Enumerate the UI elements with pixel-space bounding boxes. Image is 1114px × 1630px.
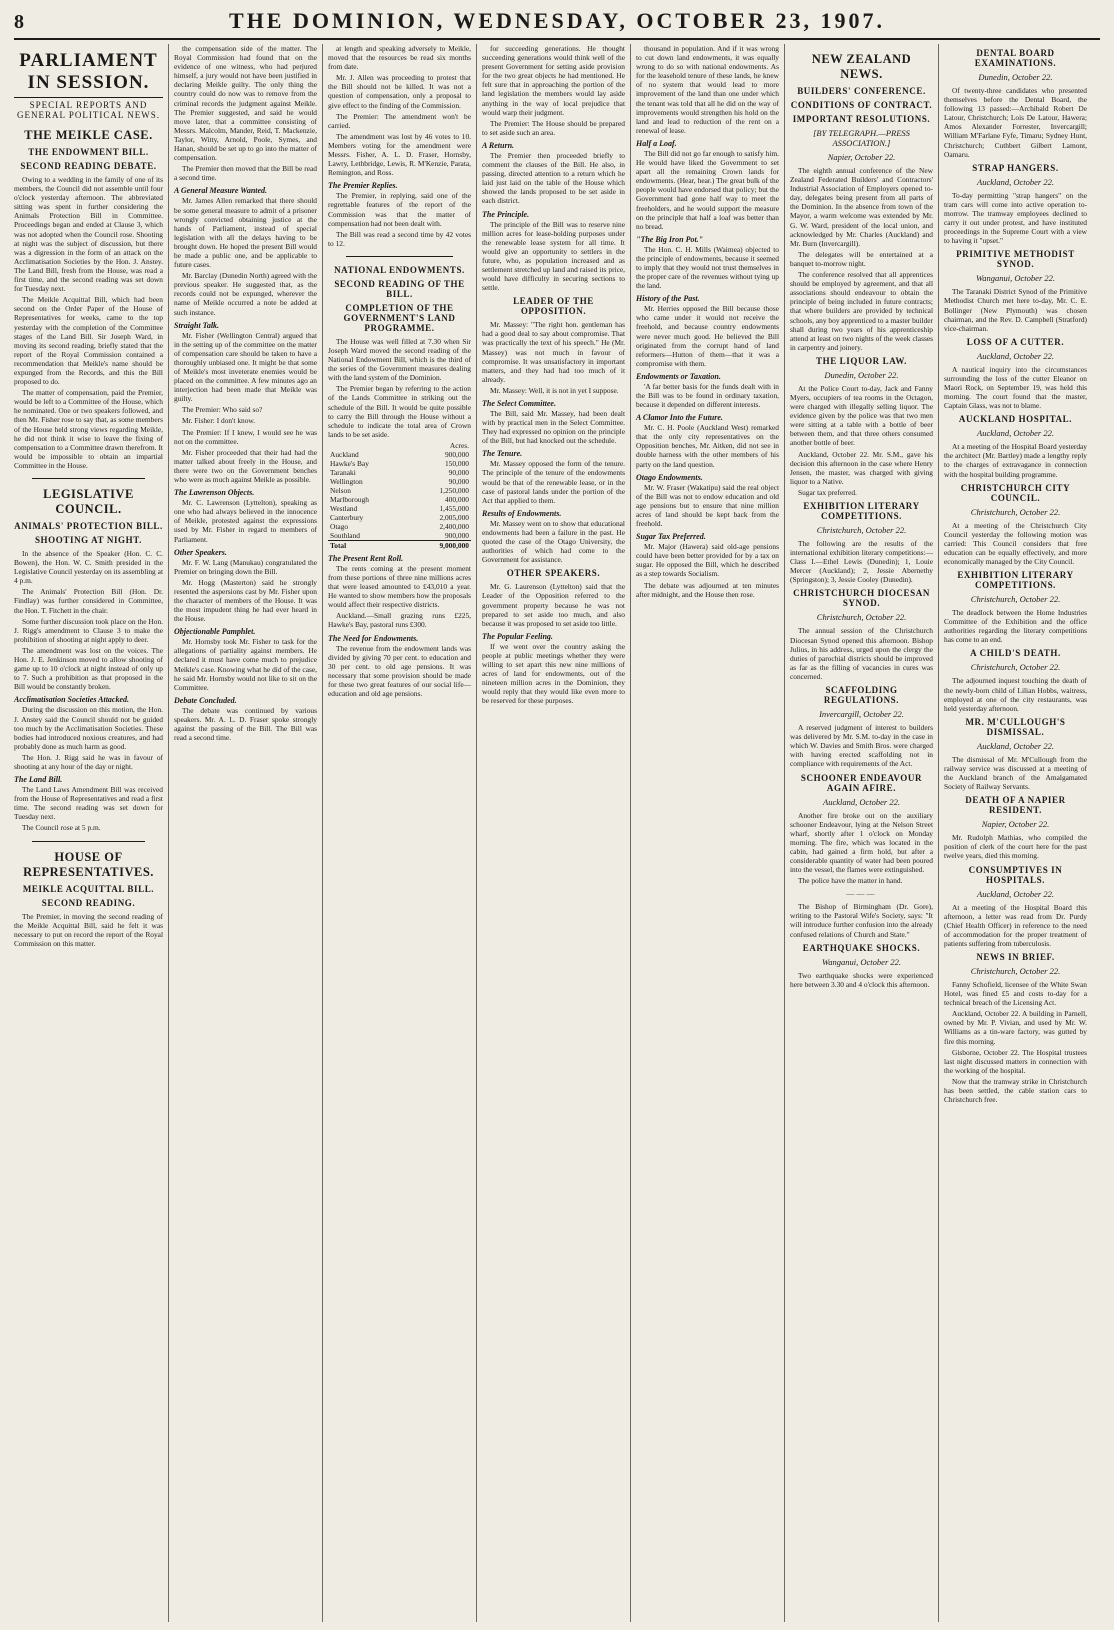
literary-heading: EXHIBITION LITERARY COMPETITIONS. [957, 570, 1074, 591]
synod-heading: CHRISTCHURCH DIOCESAN SYNOD. [793, 588, 930, 609]
subheading: A Clamor Into the Future. [636, 413, 723, 423]
subheading: The Land Bill. [14, 775, 63, 785]
paragraph: at length and speaking adversely to Meikle, moved that the resources be read six months from date. [328, 44, 471, 72]
acres-header: Acres. [449, 440, 469, 450]
dateline: Napier, October 22. [981, 819, 1050, 830]
paragraph: The eighth annual conference of the New Zealand Federated Builders' and Contractors' Industrial Association of Employers opened to-day, delegates being present from all parts of the Dominion. In the absence from town of the Mayor, a warm welcome was extended by Mr. G. W. Ward, president of the local union, and acknowledged by Mr. Charles (Auckland) and Mr. Burn (Invercargill). [790, 166, 933, 248]
paragraph: To-day permitting "strap hangers" on the tram cars will come into active operation to-morrow. The tramway employees declined to carry it out under protest, and have instituted proceedings in the Supreme Court with a view to having it "upset." [944, 190, 1087, 246]
news-in-brief-heading: NEWS IN BRIEF. [976, 951, 1055, 962]
dateline: Invercargill, October 22. [819, 709, 904, 720]
divider [346, 256, 453, 257]
paragraph: The Premier then moved that the Bill be read a second time. [174, 164, 317, 183]
paragraph: Mr. F. W. Lang (Manukau) congratulated the Premier on bringing down the Bill. [174, 557, 317, 576]
subheading: Acclimatisation Societies Attacked. [14, 695, 130, 705]
dateline: Auckland, October 22. [823, 796, 900, 807]
paragraph: The adjourned inquest touching the death of the newly-born child of Lilian Hobbs, waitress, employed at one of the city restaurants, was held yesterday afternoon. [944, 676, 1087, 713]
subheading: The Need for Endowments. [328, 633, 419, 643]
paragraph: During the discussion on this motion, the Hon. J. Anstey said the Council should not be guided too much by the Acclimatisation Societies. These bodies had introduced noxious creatures, and had probably done as much harm as good. [14, 705, 163, 751]
paragraph: The Premier then proceeded briefly to comment the clauses of the Bill. He also, in passing, directed attention to a return which he laid just laid on the table of the House which showed the lands proposed to be set aside in each district. [482, 150, 625, 206]
napier-death-heading: DEATH OF A NAPIER RESIDENT. [965, 795, 1066, 816]
second-reading-heading: SECOND READING. [41, 897, 136, 908]
dateline: Christchurch, October 22. [970, 965, 1061, 976]
paragraph: The Land Laws Amendment Bill was received from the House of Representatives and read a first time. The second reading was set down for Tuesday next. [14, 785, 163, 822]
paragraph: The Premier: Who said so? [182, 405, 263, 415]
subheading: The Popular Feeling. [482, 631, 553, 641]
paragraph: The Premier, in replying, said one of the regrettable features of the report of the Commission was that the matter of compensation had not been dealt with. [328, 191, 471, 228]
subheading: The Lawrenson Objects. [174, 488, 255, 498]
paragraph: for succeeding generations. He thought succeeding generations would think well of the present Government for setting aside provision for the two great objects he had mentioned. He felt sure that in approaching the portion of the land legislation the members would lay aside anything in the way of local prejudice that would warp their judgment. [482, 44, 625, 117]
national-endowments-subheading: SECOND READING OF THE BILL. [334, 278, 465, 299]
subheading: Other Speakers. [174, 547, 227, 557]
column-1 [14, 44, 168, 1622]
paragraph: Of twenty-three candidates who presented themselves before the Dental Board, the following 13 passed:—Archibald Robert De Latour, Christchurch; Lois De Latour, Hawera; Amos Alexander Forrester, Invercargill; William M'Farlane Fyfe, Timaru; Sydney Hunt, Christchurch; Cuthbert Gilbert Lamont, Oamaru. [944, 86, 1087, 159]
paragraph: Some further discussion took place on the Hon. J. Rigg's amendment to Clause 3 to make the prohibition of shooting at night apply to deer. [14, 616, 163, 644]
subheading: A Return. [482, 140, 515, 150]
dateline: Dunedin, October 22. [824, 369, 899, 380]
paragraph: The Bill, said Mr. Massey, had been dealt with by practical men in the Select Committee. They had expressed no opinion on the principle of the Bill, but had knocked out the schedule. [482, 409, 625, 446]
other-speakers-heading: OTHER SPEAKERS. [506, 568, 601, 579]
paragraph: Mr. Massey: "The right hon. gentleman has had a good deal to say about compromise. That was practically the text of his speech." He (Mr. Massey) was not much in favour of compromise. It was unsatisfactory in important matters, and they had had too much of it already. [482, 320, 625, 384]
endowment-heading: THE ENDOWMENT BILL. [28, 147, 149, 157]
dateline: Auckland, October 22. [977, 428, 1054, 439]
paragraph: the compensation side of the matter. The Royal Commission had found that on the evidence of one witness, who had perjured himself, a jury would not have been justified in declaring Meikle guilty. The only thing the country could do now was to remove from the criminal records the judgment against Meikle. The Premier suggested, and said he would move later, that a committee consisting of Messrs. Malcolm, Mander, Reid, T. Mackenzie, Taylor, Witty, Arnold, Poole, Symes, and Hanan, should be set up to go into the matter of compensation. [174, 44, 317, 163]
acquittal-heading: MEIKLE ACQUITTAL BILL. [22, 883, 155, 894]
consumptives-heading: CONSUMPTIVES IN HOSPITALS. [968, 864, 1063, 885]
paragraph: Fanny Schofield, licensee of the White Swan Hotel, was fined £5 and costs to-day for a technical breach of the Licensing Act. [944, 979, 1087, 1008]
paragraph: If we went over the country asking the people at public meetings whether they were willing to set apart this new nine millions of acres of land for endowments, out of the nineteen million acres in the Dominion, they would reply that they would like even more to be reserved for these purposes. [482, 641, 625, 706]
table-row: Marlborough 400,000 [330, 494, 469, 504]
paragraph: Mr. Massey: Well, it is not in yet I suppose. [490, 385, 619, 395]
paragraph: The Hon. C. H. Mills (Waimea) objected to the principle of endowments, because it seemed to imply that they would not trust themselves in the proper care of the revenues without tying up the land. [636, 244, 779, 291]
paragraph: The revenue from the endowment lands was divided by giving 70 per cent. to education and 30 per cent. to old age pensions. It was necessary that some provision should be made for these two great features of our social life—education and old age pensions. [328, 643, 471, 699]
paragraph: Mr. Rudolph Mathias, who compiled the position of clerk of the court here for the past twelve years, died this morning. [944, 833, 1087, 861]
paragraph: At the Police Court to-day, Jack and Fanny Myers, occupiers of tea rooms in the Octagon, were charged with illegally selling liquor. The evidence given by the police was that two men were sitting at a table with a bottle of beer between them, and that three others consumed another bottle of beer. [790, 383, 933, 448]
scaffolding-heading: SCAFFOLDING REGULATIONS. [823, 685, 900, 706]
paragraph: At a meeting of the Hospital Board this afternoon, a letter was read from Dr. Purdy (Chief Health Officer) in reference to the need of accommodation for the proper treatment of patients suffering from tuberculosis. [944, 902, 1087, 948]
column-4 [476, 44, 630, 1622]
paragraph: Mr. Fisher proceeded that their had had the matter talked about freely in the House, and there were two on the Government benches who were as much against Meikle as possible. [174, 447, 317, 485]
paragraph: 'A far better basis for the funds dealt with in the Bill was to be found in ordinary taxation, because it depended on different interests. [636, 381, 779, 410]
paragraph: The annual session of the Christchurch Diocesan Synod opened this afternoon. Bishop Julius, in his address, urged upon the clergy the duties of parochial districts should be improved as far as the filling of vacancies in cures was concerned. [790, 626, 933, 681]
builders-subheading: CONDITIONS OF CONTRACT. [790, 100, 933, 110]
paragraph: Now that the tramway strike in Christchurch has been settled, the cable station cars to Christchurch free. [944, 1076, 1087, 1105]
meikle-heading: THE MEIKLE CASE. [24, 128, 153, 142]
subheading: The Tenure. [482, 449, 523, 459]
table-row: Hawke's Bay 150,000 [330, 458, 469, 468]
dateline: Auckland, October 22. [977, 350, 1054, 361]
paragraph: Mr. Fisher: I don't know. [182, 416, 256, 426]
paragraph: Auckland, October 22. Mr. S.M., gave his decision this afternoon in the case where Henry Jensen, the master, was charged with giving liquor to a Native. [790, 449, 933, 486]
paragraph: The debate was continued by various speakers. Mr. A. L. D. Fraser spoke strongly against the passing of the Bill. The Bill was read a second time. [174, 705, 317, 743]
newspaper-title: THE DOMINION, WEDNESDAY, OCTOBER 23, 1907. [229, 8, 885, 33]
paragraph: A reserved judgment of interest to builders was delivered by Mr. S.M. to-day in the case in which W. Davies and Smith Bros. were charged with having erected scaffolding not in compliance with requirements of the Act. [790, 723, 933, 769]
subheading: Endowments or Taxation. [636, 371, 721, 381]
table-row: Southland 900,000 [330, 530, 469, 540]
animals-heading: ANIMALS' PROTECTION BILL. [14, 521, 163, 531]
paragraph: Mr. James Allen remarked that there should be some general measure to admit of a prisoner wrongly convicted obtaining justice at the hands of Parliament, instead of special legislation with all the delays having to be brought down. He hoped the present Bill would be made a public one, and be applicable to future cases. [174, 196, 317, 270]
paragraph: Auckland, October 22. A building in Parnell, owned by Mr. P. Vivian, and used by Mr. W. Williams as a tin-ware factory, was gutted by fire this morning. [944, 1009, 1087, 1046]
nz-news-heading: NEW ZEALAND NEWS. [811, 52, 912, 81]
table-row: Otago 2,400,000 [330, 521, 469, 531]
paragraph: Mr. Hogg (Masterton) said he strongly resented the aspersions cast by Mr. Fisher upon the character of members of the House. It was the most impudent thing he had ever heard in the House. [174, 577, 317, 624]
subheading: Results of Endowments. [482, 508, 562, 518]
subheading: The Present Rent Roll. [328, 553, 404, 563]
paragraph: Auckland.—Small grazing runs £225, Hawke's Bay, pastoral runs £300. [328, 611, 471, 630]
subheading: History of the Past. [636, 294, 700, 304]
methodist-heading: PRIMITIVE METHODIST SYNOD. [956, 249, 1075, 270]
paragraph: The matter of compensation, paid the Premier, would be left to a Committee of the House, which he nominated. One or two speakers followed, and then Mr. Fisher rose to say that, as some members of the House held strong views regarding Meikle, he did not think it wise to leave the fixing of compensation to a Committee drawn therefrom. It would be impossible to obtain an impartial Committee in the House. [14, 388, 163, 470]
page-number: 8 [14, 11, 24, 33]
table-row: Nelson 1,250,000 [330, 485, 469, 495]
builders-subheading: IMPORTANT RESOLUTIONS. [792, 114, 931, 124]
paragraph: Owing to a wedding in the family of one of its members, the Council did not assemble until four o'clock yesterday afternoon. The abbreviated sitting was spent in further considering the Animals Protection Bill in Committee. Proceedings began and ended at Clause 3, which was not adopted when the Council rose. Shooting at night was the subject of discussion, but there was a digression in the form of an attack on the Acclimatisation Societies by the Hon. J. Anstey. The Land Bill, fresh from the House, was read a first time, and the second reading was set down for Tuesday next. [14, 175, 163, 294]
paragraph: Mr. Barclay (Dunedin North) agreed with the previous speaker. He suggested that, as the records could not be expunged, wherever the name of Meikle occurred a note be added at such instance. [174, 271, 317, 317]
paragraph: The police have the matter in hand. [798, 876, 903, 886]
paragraph: The Premier: If I knew, I would see he was not on the committee. [174, 427, 317, 446]
parliament-heading: PARLIAMENT IN SESSION. [14, 50, 163, 98]
paragraph: The House was well filled at 7.30 when Sir Joseph Ward moved the second reading of the National Endowment Bill, which is the third of the series of the Government measures dealing with the land system of the Dominion. [328, 336, 471, 383]
shooting-heading: SHOOTING AT NIGHT. [34, 535, 143, 545]
house-heading: HOUSE OF REPRESENTATIVES. [23, 849, 154, 879]
paragraph: Mr. Massey opposed the form of the tenure. The principle of the tenure of the endowments would be that of the renewable lease, or in the case of pastoral lands under the portion of the Act that applied to them. [482, 459, 625, 505]
paragraph: The Meikle Acquittal Bill, which had been second on the Order Paper of the House of Representatives for weeks, came to the top yesterday with the completion of the Committee stages of the Land Bill. Sir Joseph Ward, in moving its second reading, briefly stated that the report of the Royal Commission contained a recommendation that Meikle's name should be expunged from the Records, and this the Bill proposed to do. [14, 295, 163, 387]
table-row: Westland 1,455,000 [330, 503, 469, 513]
paragraph: The Taranaki District Synod of the Primitive Methodist Church met here to-day, Mr. C. E. Bollinger (New Plymouth) was chosen chairman, and the Rev. D. Campbell (Stratford) vice-chairman. [944, 287, 1087, 333]
paragraph: The Hon. J. Rigg said he was in favour of shooting at any hour of the day or night. [14, 752, 163, 771]
dateline: Auckland, October 22. [977, 740, 1054, 751]
parliament-subheading: SPECIAL REPORTS AND GENERAL POLITICAL NEWS. [16, 100, 161, 120]
paragraph: The Bishop of Birmingham (Dr. Gore), writing to the Pastoral Wife's Society, says: "It will introduce further confusion into the already confused relations of Church and State." [790, 902, 933, 939]
table-total-row: Total 9,000,000 [330, 540, 469, 550]
child-death-heading: A CHILD'S DEATH. [970, 648, 1061, 659]
paragraph: The deadlock between the Home Industries Committee of the Exhibition and the office authorities regarding the literary competitions has come to an end. [944, 608, 1087, 645]
paragraph: Sugar tax preferred. [798, 487, 857, 497]
paragraph: Another fire broke out on the auxiliary schooner Endeavour, lying at the Nelson Street wharf, shortly after 1 o'clock on Monday morning. The fire, which was located in the cabin, had gained a firm hold, but after a considerable quantity of water had been poured into the vessel, the flames were extinguished. [790, 810, 933, 875]
column-5 [630, 44, 784, 1622]
subheading: The Select Committee. [482, 399, 556, 408]
paragraph: The principle of the Bill was to reserve nine million acres for lease-holding purposes under the renewable lease system for all time. It would give an opportunity to settlers in the future, who, as population increased and as settlement stretched up land and raised its price, would have difficulty in securing sections to settle. [482, 219, 625, 293]
paragraph: Mr. C. H. Poole (Auckland West) remarked that the only city representatives on the Opposition benches, Mr. Aitken, did not see in double harness with the other members of his party on the land question. [636, 423, 779, 469]
paragraph: The Premier: The amendment won't be carried. [328, 111, 471, 130]
subheading: The Premier Replies. [328, 181, 398, 191]
subheading: Otago Endowments. [636, 472, 703, 482]
subheading: Half a Loaf. [636, 138, 677, 148]
paragraph: The conference resolved that all apprentices should be employed by agreement, and that all associations should endeavour to obtain the principle of being included in future contracts; that where builders are provided by technical schools, any boy apprenticed to a master builder shall during two years of his apprenticeship attend at least on two nights of the week classes in carpentry and joinery. [790, 270, 933, 352]
divider [32, 478, 145, 479]
paragraph: The amendment was lost by 46 votes to 10. Members voting for the amendment were Messrs. Fisher, A. L. D. Fraser, Hornsby, Lawry, Lethbridge, Lewis, R. M'Kenzie, Parata, Remington, and Ross. [328, 131, 471, 178]
paragraph: Mr. J. Allen was proceeding to protest that the Bill should not be killed. It was not a question of compensation, only a proposal to give effect to the finding of the Commission. [328, 73, 471, 110]
paragraph: In the absence of the Speaker (Hon. C. C. Bowen), the Hon. W. C. Smith presided in the Legislative Council yesterday on its assembling at 4 p.m. [14, 549, 163, 586]
builders-heading: BUILDERS' CONFERENCE. [797, 86, 926, 96]
table-row: Auckland 900,000 [330, 449, 469, 459]
table-row: Wellington 90,000 [330, 476, 469, 486]
column-3 [322, 44, 476, 1622]
liquor-heading: THE LIQUOR LAW. [816, 355, 907, 366]
strap-heading: STRAP HANGERS. [972, 162, 1059, 173]
table-row: Taranaki 90,000 [330, 467, 469, 477]
paragraph: Mr. Major (Hawera) said old-age pensions could have been better provided for by a tax on sugar. He opposed the Bill, which he described as a step towards Socialism. [636, 542, 779, 579]
paragraph: Mr. G. Laurenson (Lyttelton) said that the Leader of the Opposition referred to the government property because he was not prepared to set aside too much, and also because it was proposed to set aside too little. [482, 582, 625, 628]
national-endowments-subheading: COMPLETION OF THE GOVERNMENT'S LAND PROGRAMME. [343, 302, 456, 333]
paragraph: At a meeting of the Hospital Board yesterday the architect (Mr. Bartley) made a lengthy reply to the charges of extravagance in connection with the hospital building programme. [944, 442, 1087, 479]
dateline: Christchurch, October 22. [816, 525, 907, 535]
dateline: Christchurch, October 22. [816, 612, 907, 623]
paragraph: The Bill was read a second time by 42 votes to 12. [328, 229, 471, 248]
paragraph: At a meeting of the Christchurch City Council yesterday the following motion was carried: This Council considers that free education can be equally effectively, and more economically managed by the City Council. [944, 520, 1087, 566]
paragraph: A nautical inquiry into the circumstances surrounding the loss of the cutter Eleanor on Maori Rock, on September 19, was held this morning. The court found that the master, Captain Glass, was not to blame. [944, 364, 1087, 411]
earthquake-heading: EARTHQUAKE SHOCKS. [802, 942, 921, 953]
paragraph: The debate was adjourned at ten minutes after midnight, and the House then rose. [636, 580, 779, 599]
dateline: Wanganui, October 22. [975, 273, 1055, 284]
paragraph: Gisborne, October 22. The Hospital trustees last night discussed matters in connection with the working of the hospital. [944, 1047, 1087, 1075]
subheading: Debate Concluded. [174, 695, 237, 705]
cutter-heading: LOSS OF A CUTTER. [966, 336, 1065, 347]
dateline: Christchurch, October 22. [970, 506, 1061, 517]
second-reading-heading: SECOND READING DEBATE. [20, 161, 157, 171]
subheading: "The Big Iron Pot." [636, 234, 704, 244]
columns [14, 44, 1100, 1622]
paragraph: The rents coming at the present moment from these portions of three nine millions acres that were leased amounted to £43,010 a year. He wanted to show members how the proposals would affect their respective districts. [328, 563, 471, 610]
paragraph: Two earthquake shocks were experienced here between 3.30 and 4 o'clock this afternoon. [790, 970, 933, 989]
masthead [14, 8, 1100, 40]
paragraph: Mr. Hornsby took Mr. Fisher to task for the allegations of partiality against members. He declared it must have come much to prejudice Meikle's case. Knowing what he did of the case, he said Mr. Hornsby would not like to sit on the Committee. [174, 637, 317, 692]
paragraph: The amendment was lost on the voices. The Hon. J. E. Jenkinson moved to allow shooting of game up to 10 o'clock at night instead of only up to 7. Such a prohibition as that proposed in the Bill would be constantly broken. [14, 645, 163, 692]
paragraph: The Animals' Protection Bill (Hon. Dr. Findlay) was further considered in Committee, the Hon. T. Fitchett in the chair. [14, 587, 163, 615]
hospital-heading: AUCKLAND HOSPITAL. [958, 414, 1073, 425]
paragraph: Mr. Fisher (Wellington Central) argued that in the setting up of the committee on the matter of compensation care should be taken to have a thoroughly unbiased one. It might be that some of Meikle's most inveterate enemies would be placed on the committee. A few minutes ago an interjection had been made that Meikle was guilty. [174, 330, 317, 404]
dental-heading: DENTAL BOARD EXAMINATIONS. [974, 48, 1057, 68]
schooner-heading: SCHOONER ENDEAVOUR AGAIN AFIRE. [800, 772, 923, 793]
paragraph: The following are the results of the international exhibition literary competitions:— Class I.—Ethel Lewis (Dunedin); 1, Louie Mercer (Auckland); 2, Jessie Abernethy (Springston); 3, Jessie Cooley (Dunedin). [790, 539, 933, 585]
paragraph: The delegates will be entertained at a banquet to-morrow night. [790, 249, 933, 268]
subheading: Objectionable Pamphlet. [174, 627, 256, 637]
paragraph: The dismissal of Mr. M'Cullough from the railway service was discussed at a meeting of the Auckland branch of the Amalgamated Society of Railway Servants. [944, 754, 1087, 792]
city-council-heading: CHRISTCHURCH CITY COUNCIL. [960, 482, 1071, 503]
paragraph: The Bill did not go far enough to satisfy him. He would have liked the Government to set apart all the remaining Crown lands for endowments. (Hear, hear.) The great bulk of the people would have endorsed that policy; but the Government had gone half way to meet the freeholders, and he would support the measure on the principle that half a loaf was better than no bread. [636, 148, 779, 231]
paragraph: Mr. W. Fraser (Wakatipu) said the real object of the Bill was not to endow education and old age pensions but to ensure that nine million acres of land should be kept back from the freehold. [636, 482, 779, 529]
column-2 [168, 44, 322, 1622]
opposition-heading: LEADER OF THE OPPOSITION. [513, 296, 594, 317]
dateline: Wanganui, October 22. [821, 956, 901, 967]
dateline: Auckland, October 22. [977, 888, 1054, 899]
acres-table [328, 441, 471, 550]
dateline: Christchurch, October 22. [970, 594, 1061, 605]
subheading: The Principle. [482, 209, 530, 219]
dateline: Christchurch, October 22. [970, 662, 1061, 673]
dateline: Napier, October 22. [827, 152, 896, 162]
divider [32, 841, 145, 842]
dismissal-heading: MR. M'CULLOUGH'S DISMISSAL. [965, 716, 1066, 737]
paragraph: The Premier: The House should be prepared to set aside such an area. [482, 118, 625, 137]
paragraph: The Premier, in moving the second reading of the Meikle Acquittal Bill, said he felt it was necessary to put on record the report of the Royal Commission on this matter. [14, 911, 163, 948]
dateline: Auckland, October 22. [977, 176, 1054, 187]
exhibition-heading: EXHIBITION LITERARY COMPETITIONS. [803, 501, 920, 521]
column-6: NEW ZEALAND NEWS. BUILDERS' CONFERENCE. CONDITIONS OF CONTRACT. IMPORTANT RESOLUTIONS. [BY TELEGRAPH.—PRESS ASSOCIATION.] Napier, October 22. The eighth annual conference of the New Zealand Federated Builders' and Contractors' Industrial Association of Employers opened to-day, delegates being present from all parts of the Dominion. In the absence from town of the Mayor, a warm welcome was extended by Mr. G. W. Ward, president of the local union, and acknowledged by Mr. Charles (Auckland) and Mr. Burn (Invercargill). The delegates will be entertained at a banquet to-morrow night. The conference resolved that all apprentices should be employed by agreement, and that all associations should endeavour to obtain the principle of being included in future contracts; that where builders are provided by technical schools, any boy apprenticed to a master builder shall during two years of his apprenticeship attend at least on two nights of the week classes in carpentry and joinery. THE LIQUOR LAW. Dunedin, October 22. At the Police Court to-day, Jack and Fanny Myers, occupiers of tea rooms in the Octagon, were charged with illegally selling liquor. The evidence given by the police was that two men were sitting at a table with a bottle of beer between them, and that three others consumed another bottle of beer. Auckland, October 22. Mr. S.M., gave his decision this afternoon in the case where Henry Jensen, the master, was charged with giving liquor to a Native. Sugar tax preferred. EXHIBITION LITERARY COMPETITIONS. Christchurch, October 22. The following are the results of the international exhibition literary competitions:— Class I.—Ethel Lewis (Dunedin); 1, Louie Mercer (Auckland); 2, Jessie Abernethy (Springston); 3, Jessie Cooley (Dunedin). CHRISTCHURCH DIOCESAN SYNOD. Christchurch, October 22. The annual session of the Christchurch Diocesan Synod opened this afternoon. Bishop Julius, in his address, urged upon the clergy the duties of parochial districts should be improved as far as the filling of vacancies in cures was concerned. SCAFFOLDING REGULATIONS. Invercargill, October 22. A reserved judgment of interest to builders was delivered by Mr. S.M. to-day in the case in which W. Davies and Smith Bros. were charged with having erected scaffolding not in compliance with requirements of the Act. SCHOONER ENDEAVOUR AGAIN AFIRE. Auckland, October 22. Another fire broke out on the auxiliary schooner Endeavour, lying at the Nelson Street wharf, shortly after 1 o'clock on Monday morning. The fire, which was located in the cabin, had gained a firm hold, but after a considerable quantity of water had been poured into the vessel, the flames were extinguished. The police have the matter in hand. ——— The Bishop of Birmingham (Dr. Gore), writing to the Pastoral Wife's Society, says: "It will introduce further confusion into the already confused relations of Church and State." EARTHQUAKE SHOCKS. Wanganui, October 22. Two earthquake shocks were experienced here between 3.30 and 4 o'clock this afternoon. [784, 44, 938, 1622]
dateline: Dunedin, October 22. [978, 72, 1053, 82]
legislative-heading: LEGISLATIVE COUNCIL. [43, 487, 134, 516]
column-7 [938, 44, 1092, 1622]
paragraph: Mr. Massey went on to show that educational endowments had been a failure in the past. He quoted the case of the Otago University, the authorities of which had come to the Government for assistance. [482, 518, 625, 565]
subheading: Sugar Tax Preferred. [636, 532, 706, 542]
paragraph: Mr. Herries opposed the Bill because those who came under it would not receive the freehold, and because country endowments were never much good. He believed the Bill originated from the corrupt hand of land reformers—Hutton of them—that it was a compromise with them. [636, 304, 779, 368]
paragraph: The Council rose at 5 p.m. [22, 823, 101, 833]
national-endowments-heading: NATIONAL ENDOWMENTS. [334, 264, 465, 275]
paragraph: The Premier began by referring to the action of the Lands Committee in striking out the schedule of the Bill. It would be quite possible to carry the Bill through the House without a schedule to indicate the total area of Crown lands to be set aside. [328, 384, 471, 439]
subheading: Straight Talk. [174, 320, 220, 330]
telegraph-note: [BY TELEGRAPH.—PRESS ASSOCIATION.] [813, 128, 910, 148]
paragraph: Mr. C. Lawrenson (Lyttelton), speaking as one who had always believed in the innocence of Meikle, protested against the expressions used by Mr. Fisher in regard to members of Parliament. [174, 498, 317, 544]
table-row: Canterbury 2,005,000 [330, 512, 469, 522]
paragraph: thousand in population. And if it was wrong to cut down land endowments, it was equally wrong to do so with national endowments. As for the leasehold tenure of these lands, he knew of no system that would lead to more improvement of the land than one under which the tenant was told that all he did on the way of improvements would strengthen his hold on the land and lead to reduction of the rent on a renewal of lease. [636, 44, 779, 135]
subheading: A General Measure Wanted. [174, 186, 268, 196]
